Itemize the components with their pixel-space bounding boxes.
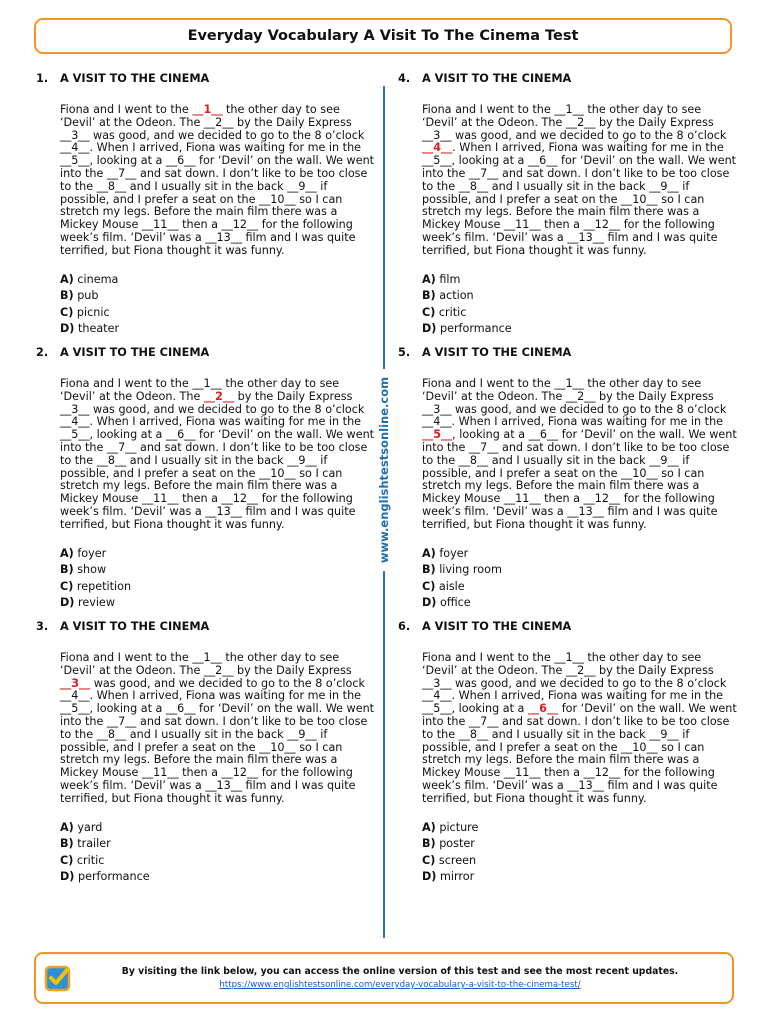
blank-10: __10__ — [621, 740, 658, 754]
passage-segment: if possible, and I prefer a seat on the — [422, 727, 690, 754]
answer-options — [60, 820, 366, 886]
passage-segment: the other day to see ‘Devil’ at the Odeon. The — [422, 651, 702, 677]
passage-segment: by the Daily Express — [595, 389, 714, 403]
blank-12: __12__ — [583, 492, 621, 506]
footer-box — [34, 952, 734, 1004]
option-letter: C) — [60, 305, 74, 319]
option-letter: B) — [60, 837, 74, 851]
question-number: 6. — [398, 620, 411, 633]
answer-option[interactable] — [422, 546, 728, 563]
passage-segment: for ‘Devil’ on the wall. We went into the — [422, 154, 737, 180]
passage-segment: was good, and we decided to go to the 8 o’clock — [451, 676, 727, 690]
option-letter: A) — [422, 272, 436, 286]
blank-8: __8__ — [96, 179, 127, 193]
passage-segment: so I can stretch my legs. Before the main film there was a Mickey Mouse — [60, 740, 343, 780]
option-text: film — [439, 272, 461, 286]
option-text: pub — [77, 289, 99, 303]
blank-12: __12__ — [221, 492, 259, 506]
passage-segment: and I usually sit in the back — [126, 179, 288, 193]
passage-text — [422, 104, 738, 258]
option-text: picnic — [76, 305, 110, 319]
passage-segment: film and I was quite terrified, but Fiona thought it was funny. — [422, 778, 718, 805]
question-number: 4. — [398, 72, 411, 85]
answer-option[interactable] — [60, 820, 366, 837]
passage-segment: and I usually sit in the back — [488, 179, 650, 193]
passage-segment: , looking at a — [451, 154, 528, 168]
passage-segment: if possible, and I prefer a seat on the — [60, 453, 328, 480]
passage-segment: so I can stretch my legs. Before the main film there was a Mickey Mouse — [422, 466, 705, 506]
blank-2: __2__ — [203, 115, 234, 129]
blank-7: __7__ — [468, 714, 499, 728]
passage-segment: and sat down. I don’t like to be too close to the — [60, 166, 368, 193]
passage-segment: . When I arrived, Fiona was waiting for me in the — [89, 415, 362, 429]
option-text: action — [439, 289, 474, 303]
answer-option[interactable] — [422, 853, 728, 870]
blank-2: __2__ — [565, 389, 596, 403]
blank-2: __2__ — [203, 389, 235, 403]
passage-segment: so I can stretch my legs. Before the main film there was a Mickey Mouse — [422, 740, 705, 780]
question-5 — [398, 346, 737, 620]
blank-11: __11__ — [503, 766, 541, 780]
option-text: office — [439, 596, 471, 610]
question-number: 2. — [36, 346, 49, 359]
option-text: foyer — [439, 546, 469, 560]
blank-4: __4__ — [60, 689, 90, 703]
footer-text: By visiting the link below, you can access the online version of this test and see the most recent updates. — [121, 966, 679, 977]
passage-segment: if possible, and I prefer a seat on the — [60, 727, 328, 754]
option-letter: C) — [60, 853, 74, 867]
blank-7: __7__ — [106, 714, 137, 728]
passage-segment: . When I arrived, Fiona was waiting for me in the — [89, 141, 362, 155]
option-letter: A) — [422, 546, 436, 560]
answer-options — [60, 272, 366, 338]
passage-text — [60, 378, 376, 532]
option-text: critic — [438, 305, 467, 319]
blank-4: __4__ — [422, 141, 453, 155]
footer-link[interactable]: https://www.englishtestsonline.com/everyday-vocabulary-a-visit-to-the-cinema-test/ — [219, 980, 581, 990]
option-letter: D) — [60, 596, 75, 610]
passage-segment: . When I arrived, Fiona was waiting for me in the — [451, 415, 724, 429]
passage-segment: film and I was quite terrified, but Fiona thought it was funny. — [60, 230, 356, 257]
passage-segment: and sat down. I don’t like to be too close to the — [60, 714, 368, 741]
blank-8: __8__ — [96, 453, 127, 467]
passage-segment: Fiona and I went to the — [60, 651, 193, 664]
answer-option[interactable] — [422, 562, 728, 579]
blank-7: __7__ — [106, 166, 137, 180]
blank-10: __10__ — [621, 466, 658, 480]
answer-option[interactable] — [60, 869, 366, 886]
blank-5: __5__ — [422, 154, 452, 168]
question-3 — [36, 620, 375, 894]
blank-4: __4__ — [422, 689, 452, 703]
option-letter: B) — [60, 563, 74, 577]
passage-segment: the other day to see ‘Devil’ at the Odeon. The — [422, 103, 702, 129]
blank-4: __4__ — [422, 415, 452, 429]
option-text: performance — [77, 870, 150, 884]
question-heading — [398, 346, 728, 362]
blank-8: __8__ — [458, 727, 489, 741]
option-text: living room — [439, 563, 502, 577]
option-letter: C) — [60, 579, 74, 593]
blank-7: __7__ — [468, 166, 499, 180]
checkbox-icon — [44, 964, 72, 992]
passage-text — [60, 104, 376, 258]
blank-9: __9__ — [287, 179, 317, 193]
passage-segment: for ‘Devil’ on the wall. We went into the — [422, 702, 737, 728]
passage-segment: Fiona and I went to the — [422, 103, 555, 116]
passage-segment: , looking at a — [89, 154, 166, 168]
option-text: aisle — [438, 579, 465, 593]
option-text: poster — [439, 837, 475, 851]
passage-segment: for the following week’s film. ‘Devil’ was a — [60, 766, 353, 792]
passage-text — [60, 652, 376, 806]
blank-9: __9__ — [649, 453, 679, 467]
option-letter: A) — [60, 546, 74, 560]
blank-9: __9__ — [287, 453, 317, 467]
passage-segment: for the following week’s film. ‘Devil’ was a — [422, 766, 715, 792]
option-letter: A) — [422, 820, 436, 834]
blank-11: __11__ — [503, 218, 541, 232]
question-6 — [398, 620, 737, 894]
blank-3: __3__ — [60, 676, 91, 690]
blank-1: __1__ — [554, 103, 584, 116]
answer-options — [422, 820, 728, 886]
passage-segment: if possible, and I prefer a seat on the — [60, 179, 328, 206]
passage-segment: was good, and we decided to go to the 8 o’clock — [451, 402, 727, 416]
passage-segment: if possible, and I prefer a seat on the — [422, 179, 690, 206]
option-letter: C) — [422, 305, 436, 319]
blank-11: __11__ — [503, 492, 541, 506]
passage-segment: . When I arrived, Fiona was waiting for me in the — [451, 689, 724, 703]
question-title: A VISIT TO THE CINEMA — [422, 72, 572, 85]
option-text: yard — [77, 820, 103, 834]
blank-8: __8__ — [458, 179, 489, 193]
question-2 — [36, 346, 375, 620]
blank-1: __1__ — [192, 377, 222, 390]
question-number: 5. — [398, 346, 411, 359]
passage-segment: for the following week’s film. ‘Devil’ was a — [60, 218, 353, 244]
passage-segment: , looking at a — [451, 702, 528, 716]
passage-segment: and sat down. I don’t like to be too close to the — [422, 166, 730, 193]
blank-3: __3__ — [60, 402, 90, 416]
answer-option[interactable] — [60, 579, 366, 596]
blank-5: __5__ — [422, 702, 452, 716]
passage-segment: the other day to see ‘Devil’ at the Odeon. The — [422, 377, 702, 403]
passage-segment: , looking at a — [89, 702, 166, 716]
question-title: A VISIT TO THE CINEMA — [60, 72, 210, 85]
option-text: mirror — [439, 870, 475, 884]
side-website-label: www.englishtestsonline.com — [377, 369, 391, 571]
option-letter: B) — [60, 289, 74, 303]
blank-11: __11__ — [141, 766, 179, 780]
blank-13: __13__ — [567, 230, 604, 244]
question-title: A VISIT TO THE CINEMA — [60, 620, 210, 633]
blank-6: __6__ — [165, 428, 196, 442]
option-letter: C) — [422, 579, 436, 593]
blank-7: __7__ — [468, 440, 499, 454]
blank-5: __5__ — [422, 428, 453, 442]
blank-6: __6__ — [527, 154, 558, 168]
option-text: repetition — [76, 579, 132, 593]
blank-7: __7__ — [106, 440, 137, 454]
passage-segment: then a — [178, 766, 222, 780]
option-letter: D) — [422, 596, 437, 610]
blank-5: __5__ — [60, 702, 90, 716]
blank-11: __11__ — [141, 218, 179, 232]
blank-10: __10__ — [621, 192, 658, 206]
question-title: A VISIT TO THE CINEMA — [60, 346, 210, 359]
passage-segment: by the Daily Express — [233, 115, 352, 129]
passage-segment: and sat down. I don’t like to be too close to the — [60, 440, 368, 467]
blank-1: __1__ — [192, 651, 222, 664]
option-text: performance — [439, 322, 512, 336]
blank-2: __2__ — [203, 663, 234, 677]
blank-13: __13__ — [567, 778, 604, 792]
passage-segment: by the Daily Express — [233, 663, 352, 677]
blank-13: __13__ — [567, 504, 604, 518]
answer-options — [422, 546, 728, 612]
blank-2: __2__ — [565, 663, 596, 677]
passage-segment: and I usually sit in the back — [126, 453, 288, 467]
blank-9: __9__ — [287, 727, 317, 741]
option-letter: A) — [60, 820, 74, 834]
passage-segment: film and I was quite terrified, but Fiona thought it was funny. — [422, 230, 718, 257]
blank-12: __12__ — [221, 766, 259, 780]
right-column — [398, 72, 737, 894]
answer-option[interactable] — [422, 288, 728, 305]
blank-12: __12__ — [221, 218, 259, 232]
page-title: Everyday Vocabulary A Visit To The Cinema Test — [34, 18, 732, 54]
answer-option[interactable] — [422, 321, 728, 338]
answer-option[interactable] — [422, 272, 728, 289]
blank-4: __4__ — [60, 141, 90, 155]
option-text: review — [77, 596, 115, 610]
blank-3: __3__ — [422, 128, 452, 142]
blank-3: __3__ — [60, 128, 90, 142]
question-1 — [36, 72, 375, 346]
passage-segment: the other day to see ‘Devil’ at the Odeon. The — [60, 377, 340, 403]
passage-segment: if possible, and I prefer a seat on the — [422, 453, 690, 480]
option-letter: A) — [60, 272, 74, 286]
passage-segment: then a — [540, 766, 584, 780]
option-letter: B) — [422, 563, 436, 577]
answer-option[interactable] — [422, 869, 728, 886]
blank-13: __13__ — [205, 778, 242, 792]
blank-12: __12__ — [583, 218, 621, 232]
option-text: show — [77, 563, 107, 577]
blank-4: __4__ — [60, 415, 90, 429]
blank-8: __8__ — [458, 453, 489, 467]
blank-13: __13__ — [205, 230, 242, 244]
option-text: theater — [77, 322, 120, 336]
passage-segment: for the following week’s film. ‘Devil’ was a — [422, 218, 715, 244]
question-heading — [398, 620, 728, 636]
blank-5: __5__ — [60, 428, 90, 442]
blank-6: __6__ — [528, 428, 559, 442]
passage-segment: and I usually sit in the back — [488, 727, 650, 741]
question-heading — [36, 620, 366, 636]
question-heading — [36, 72, 366, 88]
passage-segment: by the Daily Express — [595, 663, 714, 677]
passage-segment: the other day to see ‘Devil’ at the Odeon. The — [60, 103, 340, 129]
passage-text — [422, 652, 738, 806]
question-heading — [398, 72, 728, 88]
blank-2: __2__ — [565, 115, 596, 129]
blank-12: __12__ — [583, 766, 621, 780]
option-letter: D) — [422, 322, 437, 336]
question-title: A VISIT TO THE CINEMA — [422, 620, 572, 633]
answer-option[interactable] — [60, 595, 366, 612]
passage-segment: then a — [540, 218, 584, 232]
passage-segment: for ‘Devil’ on the wall. We went into the — [60, 702, 375, 728]
passage-segment: film and I was quite terrified, but Fiona thought it was funny. — [60, 504, 356, 531]
answer-options — [422, 272, 728, 338]
answer-option[interactable] — [60, 836, 366, 853]
answer-options — [60, 546, 366, 612]
question-heading — [36, 346, 366, 362]
option-text: critic — [76, 853, 105, 867]
passage-segment: the other day to see ‘Devil’ at the Odeon. The — [60, 651, 340, 677]
answer-option[interactable] — [422, 595, 728, 612]
question-title: A VISIT TO THE CINEMA — [422, 346, 572, 359]
option-letter: D) — [422, 870, 437, 884]
blank-3: __3__ — [422, 402, 452, 416]
blank-9: __9__ — [649, 727, 679, 741]
answer-option[interactable] — [422, 305, 728, 322]
passage-segment: was good, and we decided to go to the 8 o’clock — [90, 676, 366, 690]
passage-segment: for ‘Devil’ on the wall. We went into the — [60, 428, 375, 454]
option-text: foyer — [77, 546, 107, 560]
passage-segment: film and I was quite terrified, but Fiona thought it was funny. — [422, 504, 718, 531]
passage-segment: for ‘Devil’ on the wall. We went into the — [422, 428, 737, 454]
option-text: picture — [439, 820, 479, 834]
answer-option[interactable] — [60, 853, 366, 870]
passage-segment: and sat down. I don’t like to be too close to the — [422, 714, 730, 741]
question-number: 1. — [36, 72, 49, 85]
blank-13: __13__ — [205, 504, 242, 518]
blank-10: __10__ — [259, 466, 296, 480]
blank-5: __5__ — [60, 154, 90, 168]
passage-segment: then a — [178, 492, 222, 506]
passage-segment: then a — [178, 218, 222, 232]
blank-6: __6__ — [527, 702, 559, 716]
passage-segment: for the following week’s film. ‘Devil’ was a — [60, 492, 353, 518]
passage-segment: was good, and we decided to go to the 8 o’clock — [451, 128, 727, 142]
answer-option[interactable] — [422, 579, 728, 596]
answer-option[interactable] — [60, 272, 366, 289]
passage-segment: so I can stretch my legs. Before the main film there was a Mickey Mouse — [60, 192, 343, 232]
blank-6: __6__ — [165, 702, 196, 716]
passage-segment: was good, and we decided to go to the 8 o’clock — [89, 402, 365, 416]
blank-1: __1__ — [554, 651, 584, 664]
passage-segment: Fiona and I went to the — [60, 103, 193, 116]
option-text: cinema — [77, 272, 119, 286]
passage-segment: and sat down. I don’t like to be too close to the — [422, 440, 730, 467]
option-text: trailer — [77, 837, 111, 851]
question-4 — [398, 72, 737, 346]
passage-text — [422, 378, 738, 532]
passage-segment: Fiona and I went to the — [60, 377, 193, 390]
option-letter: B) — [422, 289, 436, 303]
blank-10: __10__ — [259, 192, 296, 206]
passage-segment: then a — [540, 492, 584, 506]
passage-segment: Fiona and I went to the — [422, 377, 555, 390]
passage-segment: by the Daily Express — [595, 115, 714, 129]
passage-segment: . When I arrived, Fiona was waiting for me in the — [452, 141, 724, 155]
blank-1: __1__ — [554, 377, 584, 390]
answer-option[interactable] — [60, 305, 366, 322]
blank-9: __9__ — [649, 179, 679, 193]
passage-segment: film and I was quite terrified, but Fiona thought it was funny. — [60, 778, 356, 805]
answer-option[interactable] — [60, 321, 366, 338]
passage-segment: so I can stretch my legs. Before the main film there was a Mickey Mouse — [60, 466, 343, 506]
passage-segment: , looking at a — [89, 428, 166, 442]
question-number: 3. — [36, 620, 49, 633]
left-column — [36, 72, 375, 894]
answer-option[interactable] — [422, 836, 728, 853]
blank-8: __8__ — [96, 727, 127, 741]
answer-option[interactable] — [60, 546, 366, 563]
passage-segment: so I can stretch my legs. Before the main film there was a Mickey Mouse — [422, 192, 705, 232]
blank-10: __10__ — [259, 740, 296, 754]
passage-segment: was good, and we decided to go to the 8 o’clock — [89, 128, 365, 142]
passage-segment: by the Daily Express — [234, 389, 353, 403]
option-text: screen — [438, 853, 477, 867]
option-letter: D) — [60, 322, 75, 336]
passage-segment: and I usually sit in the back — [126, 727, 288, 741]
blank-3: __3__ — [422, 676, 452, 690]
blank-6: __6__ — [165, 154, 196, 168]
passage-segment: Fiona and I went to the — [422, 651, 555, 664]
passage-segment: for ‘Devil’ on the wall. We went into the — [60, 154, 375, 180]
blank-1: __1__ — [192, 103, 223, 116]
passage-segment: for the following week’s film. ‘Devil’ was a — [422, 492, 715, 518]
option-letter: C) — [422, 853, 436, 867]
answer-option[interactable] — [60, 288, 366, 305]
passage-segment: , looking at a — [452, 428, 529, 442]
passage-segment: and I usually sit in the back — [488, 453, 650, 467]
option-letter: B) — [422, 837, 436, 851]
blank-11: __11__ — [141, 492, 179, 506]
answer-option[interactable] — [422, 820, 728, 837]
option-letter: D) — [60, 870, 75, 884]
answer-option[interactable] — [60, 562, 366, 579]
passage-segment: . When I arrived, Fiona was waiting for me in the — [89, 689, 362, 703]
